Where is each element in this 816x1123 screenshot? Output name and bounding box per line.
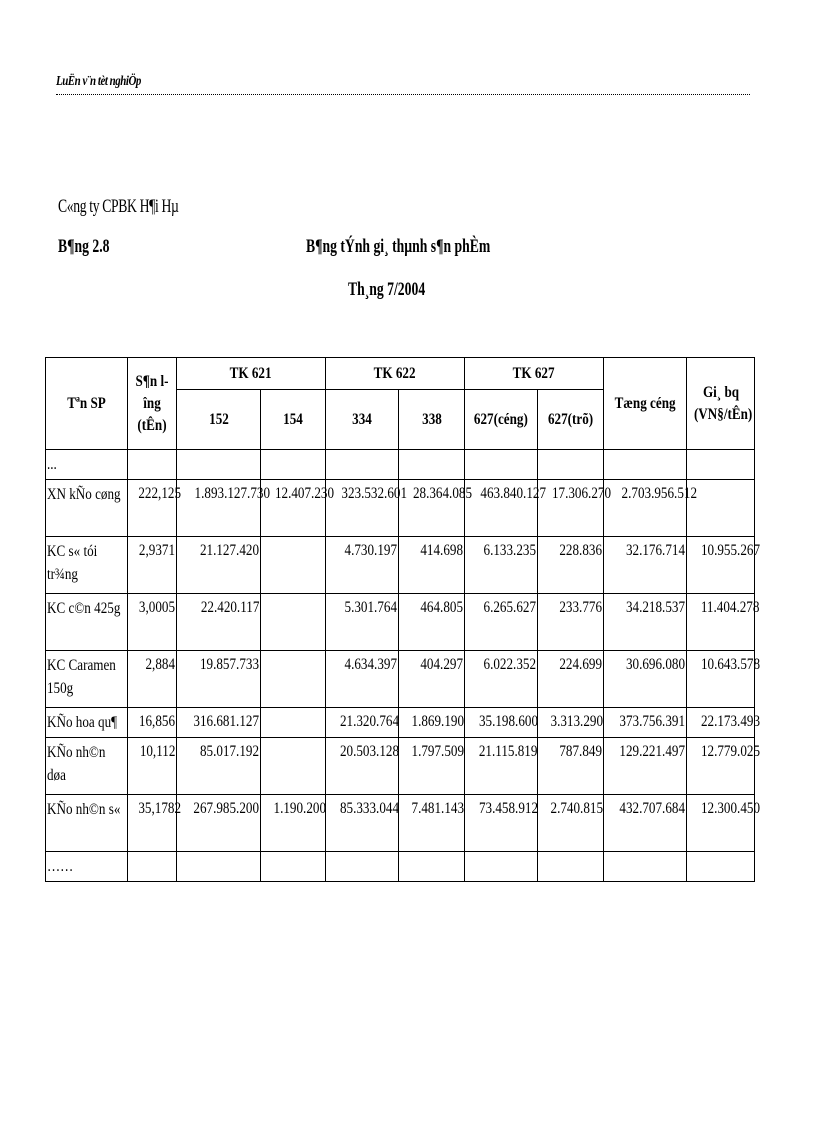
value-c338: 404.297 — [420, 656, 463, 673]
value-avg: 10.955.267 — [700, 542, 760, 559]
value-total: 129.221.497 — [619, 743, 685, 760]
table-row — [46, 795, 755, 852]
value-c338: 7.481.143 — [411, 800, 464, 817]
product-name-cell — [46, 852, 128, 882]
cell-c154 — [261, 651, 326, 708]
value-total: 2.703.956.512 — [621, 485, 697, 502]
cell-c334 — [326, 795, 399, 852]
cell-qty — [128, 795, 181, 852]
cell-c152 — [177, 708, 261, 738]
value-c627b: 2.740.815 — [550, 800, 603, 817]
col-header-qty: S¶n lîng (tÊn) — [128, 358, 177, 450]
cell-c627b — [538, 651, 604, 708]
value-c334: 4.634.397 — [344, 656, 397, 673]
value-qty: 3,0005 — [138, 599, 175, 616]
cell-c627b — [538, 537, 604, 594]
value-c627a: 463.840.127 — [480, 485, 546, 502]
value-c152: 21.127.420 — [199, 542, 259, 559]
cell-c338 — [399, 708, 465, 738]
col-header-total: Tæng céng — [604, 358, 687, 450]
value-qty: 16,856 — [138, 713, 175, 730]
cell-c334 — [326, 651, 399, 708]
value-c627a: 6.022.352 — [483, 656, 536, 673]
product-name: KC c©n 425g — [47, 600, 121, 617]
cell-c152 — [177, 537, 261, 594]
value-total: 30.696.080 — [625, 656, 685, 673]
value-qty: 2,9371 — [138, 542, 175, 559]
cell-c627b — [538, 594, 604, 651]
product-name-cell — [46, 738, 128, 795]
cell-c334 — [326, 480, 407, 537]
cell-c627a — [465, 450, 538, 480]
product-name-cell — [46, 450, 128, 480]
cell-total — [604, 708, 687, 738]
cell-avg — [687, 537, 760, 594]
value-c627b: 233.776 — [559, 599, 602, 616]
cell-c154 — [261, 795, 326, 852]
cell-c154 — [261, 852, 326, 882]
product-name-cell — [46, 594, 128, 651]
cell-avg — [687, 738, 760, 795]
value-total: 373.756.391 — [619, 713, 685, 730]
cell-c627b — [538, 852, 604, 882]
value-c338: 464.805 — [420, 599, 463, 616]
value-c152: 1.893.127.730 — [194, 485, 270, 502]
value-c154: 1.190.200 — [273, 800, 326, 817]
value-c627b: 228.836 — [559, 542, 602, 559]
cell-avg — [687, 795, 760, 852]
cell-qty — [128, 708, 177, 738]
cell-avg — [687, 708, 760, 738]
table-row — [46, 480, 755, 537]
col-header-627b: 627(trõ) — [538, 390, 604, 450]
table-row — [46, 738, 755, 795]
col-header-334: 334 — [326, 390, 399, 450]
product-name: KÑo nh©n s« — [47, 801, 121, 818]
cell-avg — [687, 594, 760, 651]
value-c334: 5.301.764 — [344, 599, 397, 616]
value-c627b: 3.313.290 — [550, 713, 603, 730]
page-title: B¶ng tÝnh gi¸ thµnh s¶n phÈm — [306, 236, 491, 257]
cell-c152 — [177, 738, 261, 795]
table-row — [46, 594, 755, 651]
value-c334: 21.320.764 — [339, 713, 399, 730]
value-total: 432.707.684 — [619, 800, 685, 817]
product-name: KC s« tói tr¾ng — [47, 543, 98, 583]
cell-c334 — [326, 738, 399, 795]
cell-c627b — [538, 480, 611, 537]
cell-c334 — [326, 594, 399, 651]
product-name-cell — [46, 480, 128, 537]
value-qty: 35,1782 — [138, 800, 181, 817]
cell-c154 — [261, 708, 326, 738]
col-header-152: 152 — [177, 390, 261, 450]
cell-c627a — [465, 594, 538, 651]
product-name-cell — [46, 651, 128, 708]
value-c338: 414.698 — [420, 542, 463, 559]
product-name: …… — [47, 858, 74, 875]
cell-c152 — [177, 480, 270, 537]
cell-qty — [128, 738, 177, 795]
cell-c627a — [465, 852, 538, 882]
cell-c627a — [465, 738, 538, 795]
value-avg: 11.404.278 — [700, 599, 760, 616]
col-header-tk621: TK 621 — [177, 358, 326, 390]
cell-c627b — [538, 450, 604, 480]
product-name: KC Caramen 150g — [47, 657, 116, 697]
cell-qty — [128, 651, 177, 708]
period-label: Th¸ng 7/2004 — [348, 279, 426, 300]
cell-total — [604, 537, 687, 594]
cell-c338 — [399, 537, 465, 594]
cell-c627a — [465, 480, 546, 537]
cell-c152 — [177, 852, 261, 882]
value-qty: 2,884 — [145, 656, 175, 673]
value-c627a: 35.198.600 — [478, 713, 538, 730]
cell-c338 — [399, 450, 465, 480]
cell-c627b — [538, 738, 604, 795]
table-number: B¶ng 2.8 — [58, 236, 110, 257]
value-c152: 316.681.127 — [193, 713, 259, 730]
value-avg: 12.779.025 — [700, 743, 760, 760]
product-name: KÑo nh©n døa — [47, 744, 106, 784]
cell-c627a — [465, 537, 538, 594]
cell-c338 — [399, 738, 465, 795]
value-c154: 12.407.230 — [274, 485, 334, 502]
cell-total — [604, 594, 687, 651]
cell-c338 — [399, 852, 465, 882]
cell-avg — [687, 651, 760, 708]
col-header-338: 338 — [399, 390, 465, 450]
cell-total — [604, 738, 687, 795]
product-name: ... — [47, 456, 57, 473]
value-c152: 85.017.192 — [199, 743, 259, 760]
cell-c334 — [326, 708, 399, 738]
col-header-avg: Gi¸ bq (VN§/tÊn) — [687, 358, 755, 450]
value-c627b: 787.849 — [559, 743, 602, 760]
cell-c627b — [538, 708, 604, 738]
value-c627b: 17.306.270 — [551, 485, 611, 502]
value-c334: 20.503.128 — [339, 743, 399, 760]
value-c334: 323.532.601 — [341, 485, 407, 502]
table-row — [46, 537, 755, 594]
cell-total — [604, 795, 687, 852]
value-avg: 22.173.493 — [700, 713, 760, 730]
header-divider — [56, 94, 750, 95]
cell-c152 — [177, 651, 261, 708]
table-row — [46, 852, 755, 882]
col-header-name: Tªn SP — [46, 358, 128, 450]
value-c152: 22.420.117 — [200, 599, 259, 616]
value-c334: 85.333.044 — [339, 800, 399, 817]
value-c627a: 6.265.627 — [483, 599, 536, 616]
value-c627b: 224.699 — [559, 656, 602, 673]
cell-c338 — [399, 480, 472, 537]
cell-c154 — [261, 594, 326, 651]
table-row — [46, 708, 755, 738]
company-name: C«ng ty CPBK H¶i Hµ — [58, 196, 179, 217]
col-header-627a: 627(céng) — [465, 390, 538, 450]
value-c627a: 6.133.235 — [483, 542, 536, 559]
value-c152: 267.985.200 — [193, 800, 259, 817]
col-header-tk627: TK 627 — [465, 358, 604, 390]
cell-c334 — [326, 537, 399, 594]
value-avg: 12.300.450 — [700, 800, 760, 817]
value-avg: 10.643.578 — [700, 656, 760, 673]
cell-c154 — [261, 450, 326, 480]
cell-qty — [128, 594, 177, 651]
value-c334: 4.730.197 — [344, 542, 397, 559]
cell-total — [604, 651, 687, 708]
product-name: KÑo hoa qu¶ — [47, 714, 118, 731]
value-c338: 1.797.509 — [411, 743, 464, 760]
col-header-tk622: TK 622 — [326, 358, 465, 390]
product-name-cell — [46, 708, 128, 738]
cell-qty — [128, 537, 177, 594]
cell-c338 — [399, 594, 465, 651]
cell-total — [604, 480, 697, 537]
value-total: 32.176.714 — [625, 542, 685, 559]
cost-table — [45, 357, 760, 882]
cell-c627a — [465, 795, 538, 852]
cell-c338 — [399, 795, 465, 852]
cell-qty — [128, 852, 177, 882]
cell-qty — [128, 480, 181, 537]
col-header-154: 154 — [261, 390, 326, 450]
value-c627a: 21.115.819 — [478, 743, 538, 760]
running-header: LuËn v¨n tèt nghiÖp — [56, 74, 141, 89]
cell-total — [604, 852, 687, 882]
cell-avg — [687, 450, 755, 480]
cell-c334 — [326, 852, 399, 882]
cell-c154 — [261, 738, 326, 795]
table-row — [46, 450, 755, 480]
cell-c154 — [261, 480, 334, 537]
cell-avg — [687, 852, 755, 882]
value-qty: 10,112 — [139, 743, 175, 760]
value-c338: 1.869.190 — [411, 713, 464, 730]
value-c627a: 73.458.912 — [478, 800, 538, 817]
value-c152: 19.857.733 — [199, 656, 259, 673]
value-c338: 28.364.085 — [412, 485, 472, 502]
cell-c338 — [399, 651, 465, 708]
table-row — [46, 651, 755, 708]
cell-c627a — [465, 708, 538, 738]
cell-c627b — [538, 795, 604, 852]
cell-c627a — [465, 651, 538, 708]
cell-c154 — [261, 537, 326, 594]
cell-c152 — [177, 795, 261, 852]
cell-c152 — [177, 594, 261, 651]
value-qty: 222,125 — [138, 485, 181, 502]
product-name-cell — [46, 795, 128, 852]
cell-total — [604, 450, 687, 480]
cell-c334 — [326, 450, 399, 480]
value-total: 34.218.537 — [625, 599, 685, 616]
cell-c152 — [177, 450, 261, 480]
product-name: XN kÑo cøng — [47, 486, 121, 503]
cell-qty — [128, 450, 177, 480]
product-name-cell — [46, 537, 128, 594]
